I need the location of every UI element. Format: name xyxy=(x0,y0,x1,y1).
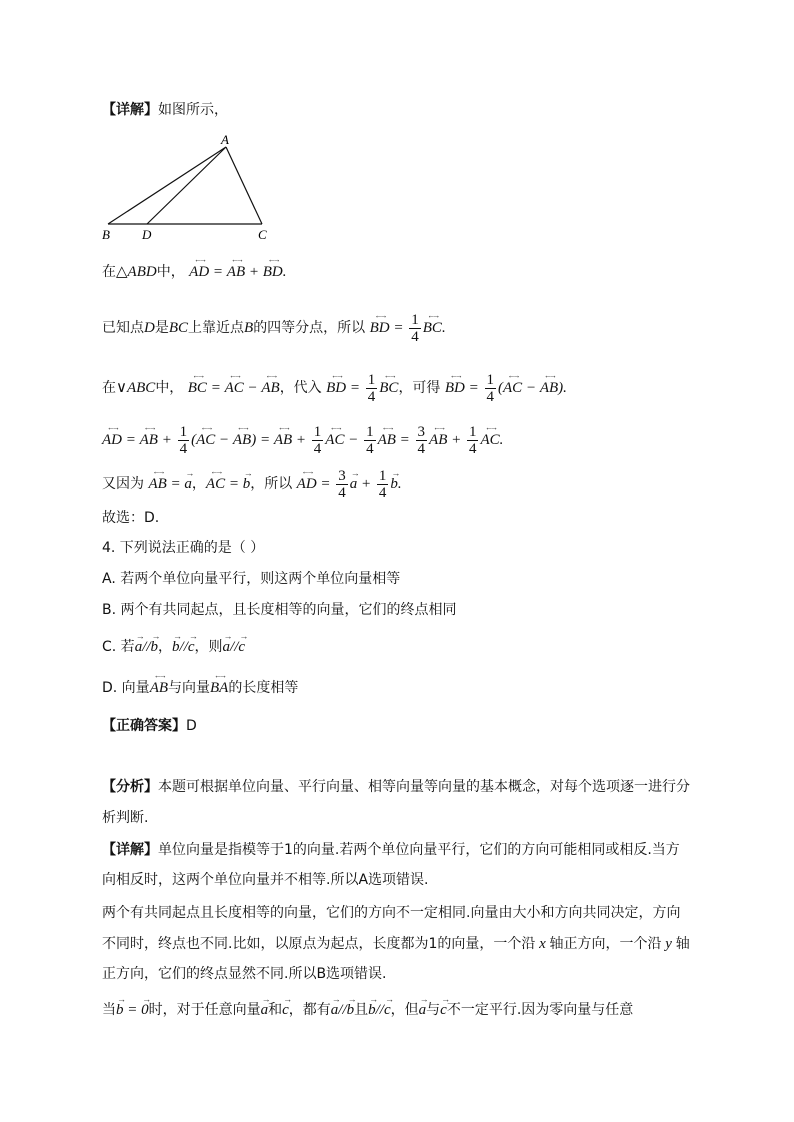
option-c: C. 若→ a//→ b，→ b//→ c，则→ a//→ c xyxy=(102,637,245,657)
step-quarter-point: 已知点D是BC上靠近点B的四等分点，所以 ←→ BD = $\frac{1}{4}$ ←→ BC. xyxy=(102,312,446,345)
answer-line: 【正确答案】D xyxy=(102,718,197,734)
option-d: D. 向量←→ AB与向量←→ BA的长度相等 xyxy=(102,678,298,698)
step-abc: 在∨ABC中， ←→ BC = ←→ AC − ←→ AB，代入 ←→ BD = $\frac{1}{4}$ ←→ BC，可得 ←→ BD = $\frac{1}{4}$ (←→ AC − ←→ AB). xyxy=(102,372,567,405)
step-expand: ←→ AD = ←→ AB + $\frac{1}{4}$ (←→ AC − ←→ AB) = ←→ AB + $\frac{1}{4}$ ←→ AC − $\frac{1}{4}$ ←→ AB = $\frac{3}{4}$ ←→ AB + $\frac{1}{4}$ ←→ AC. xyxy=(102,424,503,457)
detail2-line-2: 向相反时，这两个单位向量并不相等.所以A选项错误. xyxy=(102,872,429,888)
detail-heading-line xyxy=(102,100,228,120)
question-4: 4. 下列说法正确的是（ ） xyxy=(102,540,265,556)
analysis-line-1: 【分析】本题可根据单位向量、平行向量、相等向量等向量的基本概念，对每个选项逐一进行分 xyxy=(102,779,690,795)
point-label-a: A xyxy=(221,132,229,147)
analysis-line-2: 析判断. xyxy=(102,810,149,826)
point-label-d: D xyxy=(142,227,152,242)
step-substitute: 又因为 ←→ AB = → a，←→ AC = → b，所以 ←→ AD = $\frac{3}{4}$ → a + $\frac{1}{4}$ → b. xyxy=(102,468,402,501)
detail2-line-4: 不同时，终点也不同.比如，以原点为起点，长度都为1的向量，一个沿 x 轴正方向，一个沿 y 轴 xyxy=(102,936,690,952)
detail2-line-5: 正方向，它们的终点显然不同.所以B选项错误. xyxy=(102,966,387,982)
option-a: A. 若两个单位向量平行，则这两个单位向量相等 xyxy=(102,571,401,587)
point-label-b: B xyxy=(102,227,110,242)
step-abd: 在△ABD中， ←→ AD = ←→ AB + ←→ BD. xyxy=(102,262,286,282)
detail-intro: 如图所示， xyxy=(158,102,228,118)
detail-heading: 【详解】 xyxy=(102,102,158,118)
option-b: B. 两个有共同起点，且长度相等的向量，它们的终点相同 xyxy=(102,602,457,618)
triangle-figure xyxy=(100,132,280,244)
detail2-line-6: 当→ b = → 0时，对于任意向量→ a和→ c，都有→ a//→ b且→ b//→ c，但→ a与→ c不一定平行.因为零向量与任意 xyxy=(102,1000,633,1020)
choose-line: 故选：D. xyxy=(102,510,160,526)
point-label-c: C xyxy=(258,227,267,242)
detail2-line-3: 两个有共同起点且长度相等的向量，它们的方向不一定相同.向量由大小和方向共同决定，方向 xyxy=(102,905,681,921)
detail2-line-1: 【详解】单位向量是指模等于1的向量.若两个单位向量平行，它们的方向可能相同或相反.当方 xyxy=(102,842,680,858)
